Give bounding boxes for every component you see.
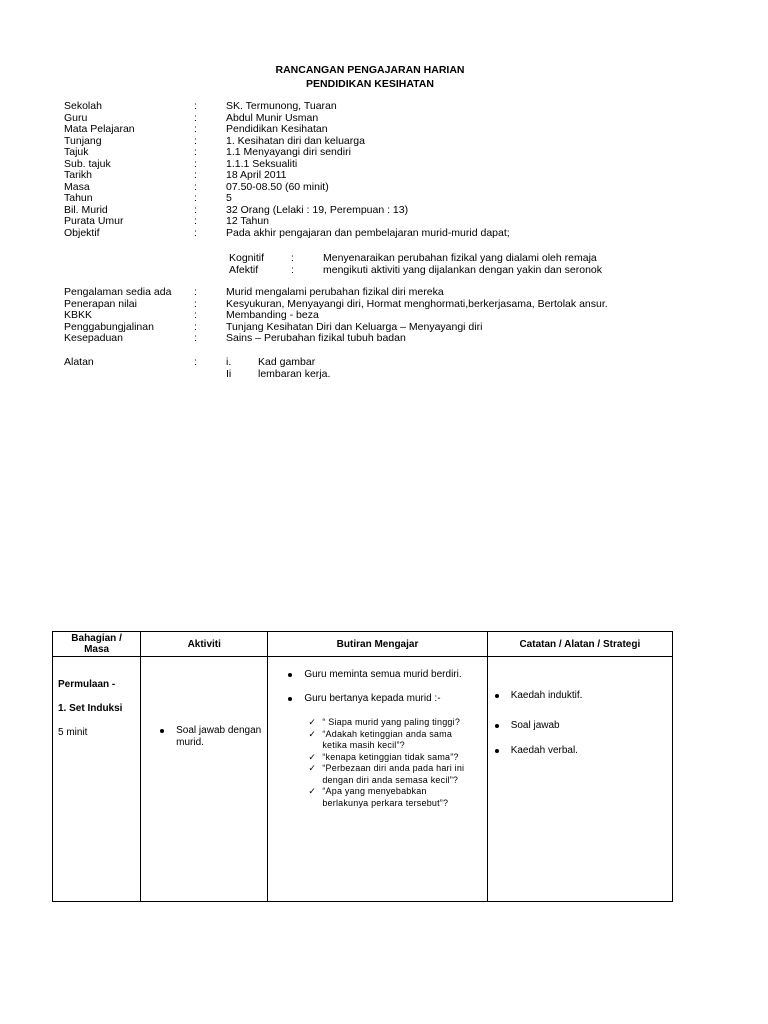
info-label: Tarikh [64, 169, 93, 181]
info-value: Abdul Munir Usman [226, 111, 319, 124]
header-bahagian-line2: Masa [84, 644, 110, 655]
info-colon: : [194, 134, 197, 147]
info-colon: : [194, 123, 197, 135]
question-line: “Perbezaan diri anda pada hari ini [322, 763, 465, 773]
info-row-sub-tajuk [64, 159, 704, 171]
info-colon: : [194, 100, 197, 112]
info-value: 5 [226, 192, 232, 204]
info-row-penerapan-nilai [64, 299, 704, 311]
catatan-item [495, 745, 672, 757]
alatan-label: Alatan [64, 356, 94, 368]
cell-bahagian [53, 657, 141, 902]
check-icon: ✓ [308, 786, 317, 796]
info-value: Membanding - beza [226, 309, 319, 321]
info-row-tarikh [64, 170, 704, 182]
alatan-item-number: i. [226, 356, 232, 368]
bullet-icon [495, 694, 499, 698]
info-label: Mata Pelajaran [64, 123, 135, 135]
lesson-plan-table [52, 631, 673, 902]
alatan-item-text: lembaran kerja. [258, 368, 331, 380]
info-value: 32 Orang (Lelaki : 19, Perempuan : 13) [226, 203, 409, 216]
info-row-objektif [64, 228, 704, 240]
question-line: “kenapa ketinggian tidak sama”? [322, 751, 459, 762]
info-row-kesepaduan [64, 333, 704, 345]
info-row-tahun [64, 193, 704, 205]
header-bahagian-line1: Bahagian / [71, 633, 122, 644]
document-subtitle: PENDIDIKAN KESIHATAN [306, 78, 434, 90]
info-colon: : [194, 146, 197, 158]
info-value: 1. Kesihatan diri dan keluarga [226, 134, 365, 147]
info-label: Objektif [64, 226, 100, 239]
catatan-item [495, 720, 672, 732]
catatan-text: Kaedah induktif. [510, 690, 583, 701]
info-row-masa [64, 182, 704, 194]
info-colon: : [194, 309, 197, 321]
cell-catatan [487, 657, 672, 902]
check-icon: ✓ [308, 751, 317, 762]
activity-text-line2: murid. [176, 737, 204, 748]
info-value: 12 Tahun [226, 215, 270, 227]
info-label: Purata Umur [64, 215, 124, 227]
check-icon: ✓ [308, 717, 317, 727]
info-value: Sains – Perubahan fizikal tubuh badan [226, 332, 406, 344]
lesson-info-secondary [64, 287, 704, 345]
question-line: “Apa yang menyebabkan [322, 786, 427, 796]
objective-value: Menyenaraikan perubahan fizikal yang dialami oleh remaja [323, 252, 597, 264]
info-label: Tahun [64, 192, 93, 204]
question-item [308, 752, 486, 764]
info-label: Penggabungjalinan [64, 320, 154, 333]
bullet-icon [288, 673, 292, 677]
objective-label: Afektif [229, 264, 259, 276]
alatan-item-number: Ii [226, 368, 232, 380]
objective-colon: : [291, 252, 294, 264]
info-colon: : [194, 215, 197, 227]
info-value: Pendidikan Kesihatan [226, 123, 328, 135]
info-label: Tunjang [64, 134, 102, 147]
activity-text-line1: Soal jawab dengan [176, 725, 262, 736]
info-row-bil-murid [64, 205, 704, 217]
question-item [308, 786, 486, 809]
info-row-tajuk [64, 147, 704, 159]
butiran-item [288, 669, 486, 681]
info-colon: : [194, 332, 197, 344]
info-colon: : [194, 192, 197, 204]
info-colon: : [194, 286, 197, 298]
catatan-text: Soal jawab [510, 720, 560, 731]
stage-subtitle: 1. Set Induksi [58, 703, 123, 714]
question-item [308, 729, 486, 752]
question-line: berlakunya perkara tersebut”? [322, 797, 449, 808]
info-row-purata-umur [64, 216, 704, 228]
info-colon: : [194, 320, 197, 333]
info-label: Masa [64, 180, 90, 193]
info-row-tunjang [64, 136, 704, 148]
butiran-item [288, 693, 486, 705]
question-line: ketika masih kecil”? [322, 740, 405, 750]
info-colon: : [194, 203, 197, 216]
header-catatan: Catatan / Alatan / Strategi [487, 632, 672, 657]
question-line: “Adakah ketinggian anda sama [322, 728, 453, 739]
info-label: Kesepaduan [64, 332, 123, 344]
catatan-item [495, 690, 672, 702]
info-value: Kesyukuran, Menyayangi diri, Hormat menghormati,berkerjasama, Bertolak ansur. [226, 297, 608, 310]
info-value: Pada akhir pengajaran dan pembelajaran murid-murid dapat; [226, 226, 510, 239]
info-colon: : [194, 297, 197, 310]
butiran-text: Guru meminta semua murid berdiri. [304, 669, 462, 680]
info-label: KBKK [64, 309, 93, 321]
info-label: Sekolah [64, 100, 102, 112]
info-row-pengalaman [64, 287, 704, 299]
info-value: 07.50-08.50 (60 minit) [226, 180, 329, 193]
question-line: dengan diri anda semasa kecil”? [322, 774, 459, 785]
info-value: 1.1 Menyayangi diri sendiri [226, 146, 351, 158]
info-value: 1.1.1 Seksualiti [226, 157, 298, 170]
header-bahagian [53, 632, 141, 657]
info-colon: : [194, 157, 197, 170]
cell-aktiviti [141, 657, 268, 902]
info-colon: : [194, 226, 197, 239]
bullet-icon [495, 724, 499, 728]
info-label: Penerapan nilai [64, 297, 137, 310]
info-label: Sub. tajuk [64, 157, 111, 170]
info-row-sekolah [64, 101, 704, 113]
catatan-text: Kaedah verbal. [510, 745, 578, 756]
stage-duration: 5 minit [58, 727, 88, 738]
table-row [53, 657, 673, 902]
info-value: Murid mengalami perubahan fizikal diri mereka [226, 286, 444, 298]
info-row-mata-pelajaran [64, 124, 704, 136]
check-icon: ✓ [308, 763, 317, 773]
objective-label: Kognitif [229, 252, 265, 264]
header-aktiviti: Aktiviti [141, 632, 268, 657]
info-value: SK. Termunong, Tuaran [226, 100, 337, 112]
butiran-text: Guru bertanya kepada murid :- [304, 693, 441, 704]
alatan-item-text: Kad gambar [258, 356, 316, 368]
activity-item [160, 725, 267, 749]
bullet-icon [160, 729, 164, 733]
question-item [308, 763, 486, 786]
info-colon: : [194, 169, 197, 181]
stage-title: Permulaan - [58, 679, 116, 690]
question-item [308, 717, 486, 729]
alatan-colon: : [194, 356, 197, 368]
info-row-kbkk [64, 310, 704, 322]
info-colon: : [194, 180, 197, 193]
info-value: 18 April 2011 [226, 169, 287, 181]
info-label: Tajuk [64, 146, 89, 158]
lesson-info [64, 101, 704, 239]
objective-value: mengikuti aktiviti yang dijalankan dengan yakin dan seronok [323, 264, 603, 276]
header-butiran: Butiran Mengajar [268, 632, 487, 657]
check-icon: ✓ [308, 728, 317, 739]
bullet-icon [495, 749, 499, 753]
info-row-guru [64, 113, 704, 125]
info-label: Guru [64, 111, 88, 124]
info-label: Pengalaman sedia ada [64, 286, 172, 298]
document-title: RANCANGAN PENGAJARAN HARIAN [275, 64, 465, 76]
cell-butiran [268, 657, 487, 902]
info-label: Bil. Murid [64, 203, 108, 216]
objective-colon: : [291, 264, 294, 276]
bullet-icon [288, 697, 292, 701]
question-list [308, 717, 486, 809]
table-header-row [53, 632, 673, 657]
question-line: “ Siapa murid yang paling tinggi? [322, 717, 461, 727]
info-value: Tunjang Kesihatan Diri dan Keluarga – Menyayangi diri [226, 320, 483, 333]
info-colon: : [194, 111, 197, 124]
